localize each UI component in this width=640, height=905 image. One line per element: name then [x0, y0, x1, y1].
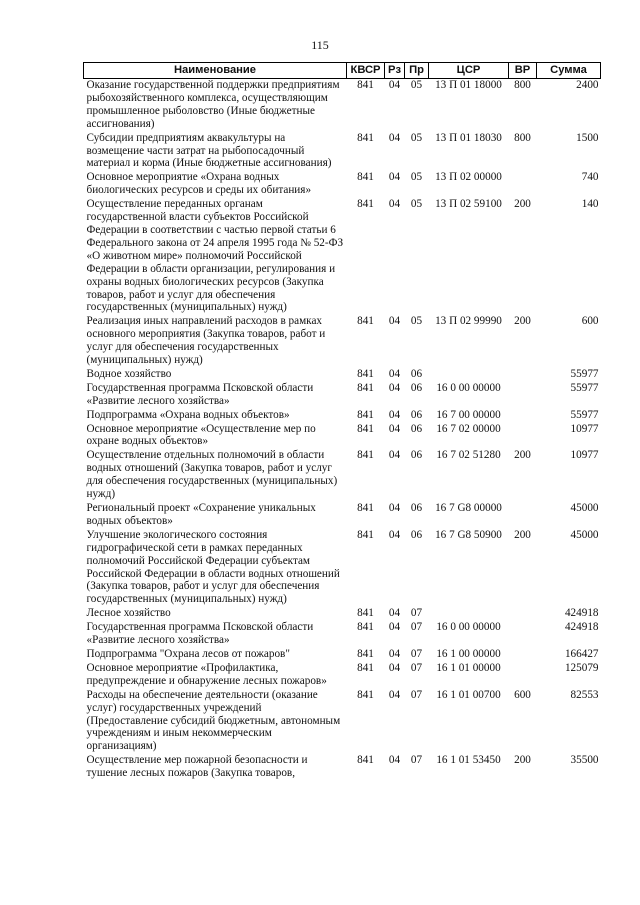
cell-rz: 04	[388, 661, 401, 674]
cell-kvsr: 841	[357, 647, 374, 660]
cell-kvsr: 841	[357, 381, 374, 394]
cell-vr	[509, 409, 537, 423]
cell-sum: 55977	[570, 381, 599, 394]
cell-vr	[509, 502, 537, 529]
cell-kvsr: 841	[357, 661, 374, 674]
table-row	[84, 368, 601, 382]
cell-name: Лесное хозяйство	[86, 607, 171, 620]
cell-csr: 16 7 02 51280	[436, 449, 501, 462]
cell-vr: 200	[514, 528, 531, 541]
cell-sum: 740	[581, 171, 599, 184]
cell-pr: 06	[410, 408, 423, 421]
table-header-row	[84, 63, 601, 79]
cell-name: Основное мероприятие «Осуществление мер по охране водных объектов»	[86, 422, 316, 448]
cell-pr: 05	[410, 198, 423, 211]
cell-pr: 07	[410, 647, 423, 660]
cell-pr: 05	[410, 131, 423, 144]
cell-sum: 424918	[564, 607, 599, 620]
cell-pr: 06	[410, 381, 423, 394]
cell-sum: 166427	[564, 647, 599, 660]
cell-kvsr: 841	[357, 198, 374, 211]
cell-sum: 424918	[564, 621, 599, 634]
cell-sum: 55977	[570, 367, 599, 380]
cell-pr: 07	[410, 688, 423, 701]
cell-rz: 04	[388, 647, 401, 660]
cell-kvsr: 841	[357, 688, 374, 701]
cell-name: Расходы на обеспечение деятельности (оказание услуг) государственных учреждений (Предоставление субсидий бюджетным, автономным учреждениям и иным некоммерческим организациям)	[86, 688, 341, 753]
table-row	[84, 449, 601, 502]
header-vr: ВР	[509, 63, 537, 79]
cell-pr: 05	[410, 315, 423, 328]
cell-name: Водное хозяйство	[86, 367, 172, 380]
cell-rz: 04	[388, 607, 401, 620]
cell-kvsr: 841	[357, 315, 374, 328]
cell-pr: 05	[410, 79, 423, 91]
cell-sum: 140	[581, 198, 599, 211]
cell-vr: 200	[514, 754, 531, 767]
cell-pr: 07	[410, 621, 423, 634]
cell-name: Улучшение экологического состояния гидрографической сети в рамках переданных полномочий Российской Федерации субъектам Российской Федерации в области водных отношений (Закупка товаров, работ и услуг для обеспечения государственных (муниципальных) нужд)	[86, 528, 340, 606]
cell-pr: 06	[410, 502, 423, 514]
table-row	[84, 409, 601, 423]
table-body	[84, 79, 601, 782]
cell-name: Подпрограмма «Охрана водных объектов»	[86, 408, 290, 421]
table-row	[84, 423, 601, 450]
cell-pr: 06	[410, 528, 423, 541]
cell-name: Государственная программа Псковской области «Развитие лесного хозяйства»	[86, 381, 314, 407]
cell-kvsr: 841	[357, 408, 374, 421]
cell-vr: 800	[514, 131, 531, 144]
cell-sum: 600	[581, 315, 599, 328]
cell-name: Субсидии предприятиям аквакультуры на возмещение части затрат на рыбопосадочный материал и корма (Иные бюджетные ассигнования)	[86, 131, 332, 170]
cell-rz: 04	[388, 754, 401, 767]
cell-pr: 06	[410, 367, 423, 380]
cell-csr	[429, 607, 509, 621]
cell-csr: 16 7 02 00000	[436, 422, 501, 435]
cell-csr: 16 0 00 00000	[436, 381, 501, 394]
cell-rz: 04	[388, 422, 401, 435]
cell-name: Реализация иных направлений расходов в рамках основного мероприятия (Закупка товаров, работ и услуг для обеспечения государственных (муниципальных) нужд)	[86, 315, 326, 367]
cell-rz: 04	[388, 198, 401, 211]
cell-pr: 06	[410, 449, 423, 462]
cell-csr: 16 7 G8 50900	[435, 528, 502, 541]
cell-csr: 13 П 02 99990	[435, 315, 502, 328]
cell-csr: 16 1 01 00000	[436, 661, 501, 674]
cell-pr: 06	[410, 422, 423, 435]
cell-name: Подпрограмма "Охрана лесов от пожаров"	[86, 647, 290, 660]
cell-rz: 04	[388, 449, 401, 462]
cell-csr: 16 1 01 00700	[436, 688, 501, 701]
cell-rz: 04	[388, 502, 401, 514]
cell-sum: 45000	[570, 502, 599, 514]
cell-csr: 13 П 02 00000	[435, 171, 502, 184]
cell-name: Осуществление переданных органам государственной власти субъектов Российской Федерации в соответствии с частью первой статьи 6 Федерального закона от 24 апреля 1995 года № 52-ФЗ «О животном мире» полномочий Российской Федерации в области организации, регулирования и охраны водных биологических ресурсов (Закупка товаров, работ и услуг для обеспечения государственных (муниципальных) нужд)	[86, 198, 344, 314]
cell-kvsr: 841	[357, 449, 374, 462]
cell-name: Государственная программа Псковской области «Развитие лесного хозяйства»	[86, 621, 314, 647]
cell-sum: 35500	[570, 754, 599, 767]
header-kvsr: КВСР	[347, 63, 385, 79]
cell-pr: 07	[410, 607, 423, 620]
cell-name: Осуществление мер пожарной безопасности и тушение лесных пожаров (Закупка товаров,	[86, 754, 308, 780]
cell-name: Осуществление отдельных полномочий в области водных отношений (Закупка товаров, работ и услуг для обеспечения государственных (муниципальных) нужд)	[86, 449, 338, 501]
cell-vr: 600	[514, 688, 531, 701]
cell-kvsr: 841	[357, 754, 374, 767]
cell-rz: 04	[388, 367, 401, 380]
cell-vr	[509, 368, 537, 382]
cell-sum: 10977	[570, 422, 599, 435]
cell-kvsr: 841	[357, 79, 374, 91]
cell-csr: 13 П 01 18000	[435, 79, 502, 91]
header-pr: Пр	[405, 63, 429, 79]
cell-sum: 10977	[570, 449, 599, 462]
cell-vr	[509, 662, 537, 689]
cell-rz: 04	[388, 79, 401, 91]
cell-name: Региональный проект «Сохранение уникальных водных объектов»	[86, 502, 316, 527]
cell-vr	[509, 648, 537, 662]
table-row	[84, 315, 601, 368]
cell-rz: 04	[388, 688, 401, 701]
cell-kvsr: 841	[357, 367, 374, 380]
table-row	[84, 529, 601, 607]
cell-sum: 2400	[576, 79, 599, 91]
cell-csr: 16 1 01 53450	[436, 754, 501, 767]
cell-name: Оказание государственной поддержки предприятиям рыбохозяйственного комплекса, осуществляющим промышленное рыболовство (Иные бюджетные ассигнования)	[86, 79, 340, 130]
table-row	[84, 132, 601, 172]
header-name: Наименование	[84, 63, 347, 79]
cell-name: Основное мероприятие «Охрана водных биологических ресурсов и среды их обитания»	[86, 171, 312, 197]
cell-sum: 1500	[576, 131, 599, 144]
table-row	[84, 382, 601, 409]
cell-sum: 82553	[570, 688, 599, 701]
table-row	[84, 689, 601, 755]
table-row	[84, 662, 601, 689]
cell-kvsr: 841	[357, 607, 374, 620]
table-row	[84, 621, 601, 648]
cell-vr	[509, 621, 537, 648]
header-sum: Сумма	[537, 63, 601, 79]
cell-csr: 16 7 G8 00000	[435, 502, 502, 514]
cell-name: Основное мероприятие «Профилактика, предупреждение и обнаружение лесных пожаров»	[86, 661, 327, 687]
table-row	[84, 171, 601, 198]
table-row	[84, 648, 601, 662]
cell-kvsr: 841	[357, 528, 374, 541]
cell-rz: 04	[388, 381, 401, 394]
cell-csr: 13 П 02 59100	[435, 198, 502, 211]
cell-kvsr: 841	[357, 131, 374, 144]
page-number: 115	[311, 38, 329, 52]
table-row	[84, 198, 601, 315]
cell-rz: 04	[388, 408, 401, 421]
cell-csr: 16 0 00 00000	[436, 621, 501, 634]
cell-vr	[509, 607, 537, 621]
cell-csr: 13 П 01 18030	[435, 131, 502, 144]
header-rz: Рз	[385, 63, 405, 79]
cell-rz: 04	[388, 528, 401, 541]
cell-vr: 800	[514, 79, 531, 91]
cell-vr: 200	[514, 449, 531, 462]
cell-csr: 16 7 00 00000	[436, 408, 501, 421]
cell-sum: 55977	[570, 408, 599, 421]
cell-rz: 04	[388, 621, 401, 634]
cell-kvsr: 841	[357, 621, 374, 634]
cell-kvsr: 841	[357, 171, 374, 184]
cell-kvsr: 841	[357, 502, 374, 514]
cell-sum: 125079	[564, 661, 599, 674]
cell-csr: 16 1 00 00000	[436, 647, 501, 660]
table-row	[84, 502, 601, 529]
table-row	[84, 607, 601, 621]
cell-vr	[509, 423, 537, 450]
cell-vr: 200	[514, 198, 531, 211]
cell-vr	[509, 382, 537, 409]
cell-kvsr: 841	[357, 422, 374, 435]
cell-pr: 05	[410, 171, 423, 184]
cell-sum: 45000	[570, 528, 599, 541]
cell-rz: 04	[388, 315, 401, 328]
cell-pr: 07	[410, 754, 423, 767]
cell-rz: 04	[388, 131, 401, 144]
table-row	[84, 79, 601, 132]
table-row	[84, 754, 601, 781]
budget-table	[83, 62, 601, 781]
cell-csr	[429, 368, 509, 382]
cell-vr: 200	[514, 315, 531, 328]
header-csr: ЦСР	[429, 63, 509, 79]
cell-rz: 04	[388, 171, 401, 184]
cell-pr: 07	[410, 661, 423, 674]
cell-vr	[509, 171, 537, 198]
